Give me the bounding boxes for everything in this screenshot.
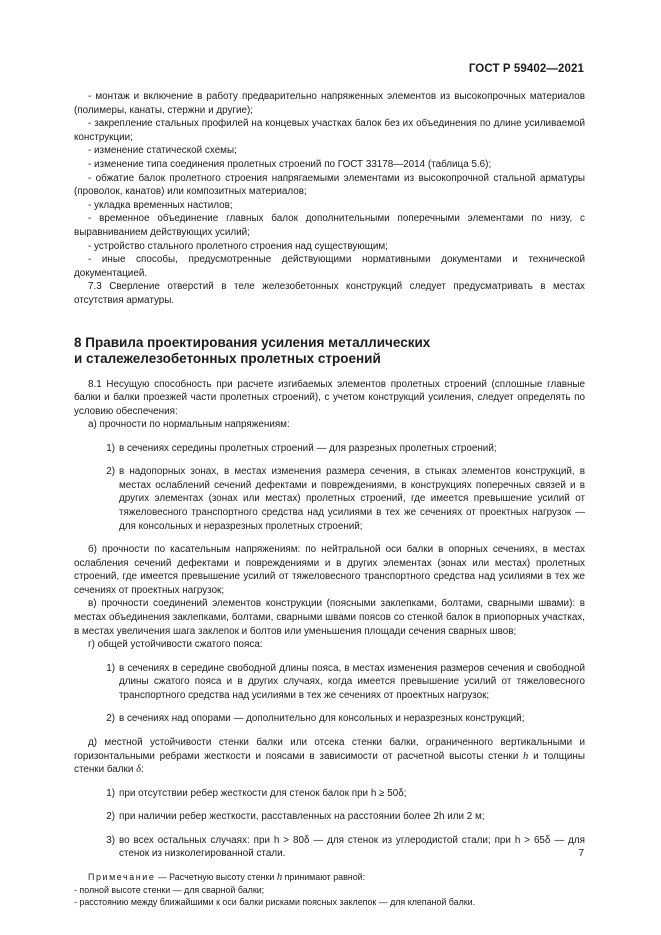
standard-number: ГОСТ Р 59402—2021 (468, 63, 584, 75)
list-item: - временное объединение главных балок дополнительными поперечными элементами по низу, с выравниванием действующих усилий; (74, 213, 585, 238)
list-item: - изменение типа соединения пролетных строений по ГОСТ 33178—2014 (таблица 5.6); (88, 158, 492, 170)
subitem (74, 787, 585, 801)
item-d (74, 736, 585, 777)
subitem-number: 2) (106, 466, 115, 478)
variable-delta: δ (136, 764, 142, 776)
subitem-number: 1) (106, 442, 115, 454)
subitem-text: при отсутствии ребер жесткости для стенок балок при h ≥ 50δ; (119, 787, 407, 799)
item-d-text: и толщины стенки балки (74, 750, 585, 776)
subitem-text: в сечениях над опорами — дополнительно для консольных и неразрезных конструкций; (119, 713, 525, 725)
subitem (74, 834, 585, 861)
page-number: 7 (578, 848, 584, 859)
subitem-number: 1) (106, 662, 115, 674)
list-item: - укладка временных настилов; (88, 199, 233, 211)
clause-7-3: 7.3 Сверление отверстий в теле железобетонных конструкций следует предусматривать в местах отсутствия арматуры. (74, 281, 585, 306)
heading-line-1: 8 Правила проектирования усиления металлических (74, 334, 431, 350)
list-item: - закрепление стальных профилей на концевых участках балок без их объединения по длине усиливаемой конструкции; (74, 118, 585, 143)
list-item: - изменение статической схемы; (88, 145, 237, 157)
note-line: - расстоянию между ближайшими к оси балки рисками поясных заклепок — для клепаной балки. (74, 897, 476, 908)
subitem-number: 1) (106, 787, 115, 799)
note-text: принимают равной: (282, 871, 366, 882)
subitem-text: в сечениях середины пролетных строений — для разрезных пролетных строений; (119, 442, 497, 454)
page-content (74, 90, 585, 909)
heading-line-2: и сталежелезобетонных пролетных строений (74, 350, 381, 366)
subitem-text: при наличии ребер жесткости, расставленных на расстоянии более 2h или 2 м; (119, 811, 485, 823)
item-g-label: г) общей устойчивости сжатого пояса: (88, 639, 263, 651)
subitem (74, 442, 585, 456)
variable-h: h (276, 871, 283, 883)
subitem (74, 465, 585, 533)
subitem (74, 810, 585, 824)
item-b: б) прочности по касательным напряжениям: по нейтральной оси балки в опорных сечениях, в местах ослабления сечений дефектами и повреждениями и в других элементах (зонах или местах) пролетных строений, где имеется превышение усилий от тяжеловесного транспортного средства над усилиями в тех же сечениях от проектных нагрузок; (74, 544, 585, 596)
subitem-number: 3) (106, 834, 115, 846)
note-text: — Расчетную высоту стенки (155, 871, 277, 882)
subitem-text: в надопорных зонах, в местах изменения размера сечения, в стыках элементов конструкций, в местах ослаблений сечений дефектами и повреждениями, в конструкциях поперечных связей и в других элементах (зонах или местах) пролетных строений, где имеется превышение усилий от тяжеловесного транспортного средства над усилиями в тех же сечениях от проектных нагрузок — для консольных и неразрезных пролетных строений; (119, 466, 585, 532)
section-heading (74, 335, 585, 367)
item-a-label: а) прочности по нормальным напряжениям: (88, 419, 290, 431)
note-title: Примечание (88, 871, 156, 882)
subitem-text: в сечениях в середине свободной длины пояса, в местах изменения размеров сечения и свободной длины сжатого пояса и в других случаях, когда имеется превышение усилий от тяжеловесного транспортного средства над усилиями в тех же сечениях от проектных нагрузок; (119, 662, 585, 701)
item-v: в) прочности соединений элементов конструкции (поясными заклепками, болтами, сварными швами): в местах объединения заклепками, болтами, сварными швами поясов со стенкой балок в приопорных участках, в местах увеличения шага заклепок и болтов или уменьшения площади сечения сварных швов; (74, 598, 585, 637)
variable-h: h (523, 750, 529, 762)
list-item: - иные способы, предусмотренные действующими нормативными документами и технической документацией. (74, 254, 585, 279)
subitem (74, 712, 585, 726)
subitem (74, 662, 585, 703)
list-item: - устройство стального пролетного строения над существующим; (88, 240, 388, 252)
clause-8-1: 8.1 Несущую способность при расчете изгибаемых элементов пролетных строений (сплошные главные балки и балки проезжей части пролетных строений), с учетом конструкций усиления, следует определять по условию обеспечения: (74, 378, 585, 417)
item-d-text: д) местной устойчивости стенки балки или отсека стенки балки, ограниченного вертикальными и горизонтальными ребрами жесткости и поясами в зависимости от расчетной высоты стенки (74, 736, 585, 762)
list-item: - монтаж и включение в работу предварительно напряженных элементов из высокопрочных материалов (полимеры, канаты, стержни и другие); (74, 91, 585, 116)
subitem-number: 2) (106, 811, 115, 823)
list-item: - обжатие балок пролетного строения напрягаемыми элементами из высокопрочной стальной арматуры (проволок, канатов) или композитных материалов; (74, 172, 585, 198)
subitem-number: 2) (106, 713, 115, 725)
note (74, 871, 585, 909)
subitem-text: во всех остальных случаях: при h > 80δ — для стенок из углеродистой стали; при h > 65δ — для стенок из низколегированной стали. (119, 834, 585, 860)
note-line: - полной высоте стенки — для сварной балки; (74, 884, 265, 895)
note-intro (74, 871, 585, 884)
item-d-text: : (141, 764, 144, 776)
